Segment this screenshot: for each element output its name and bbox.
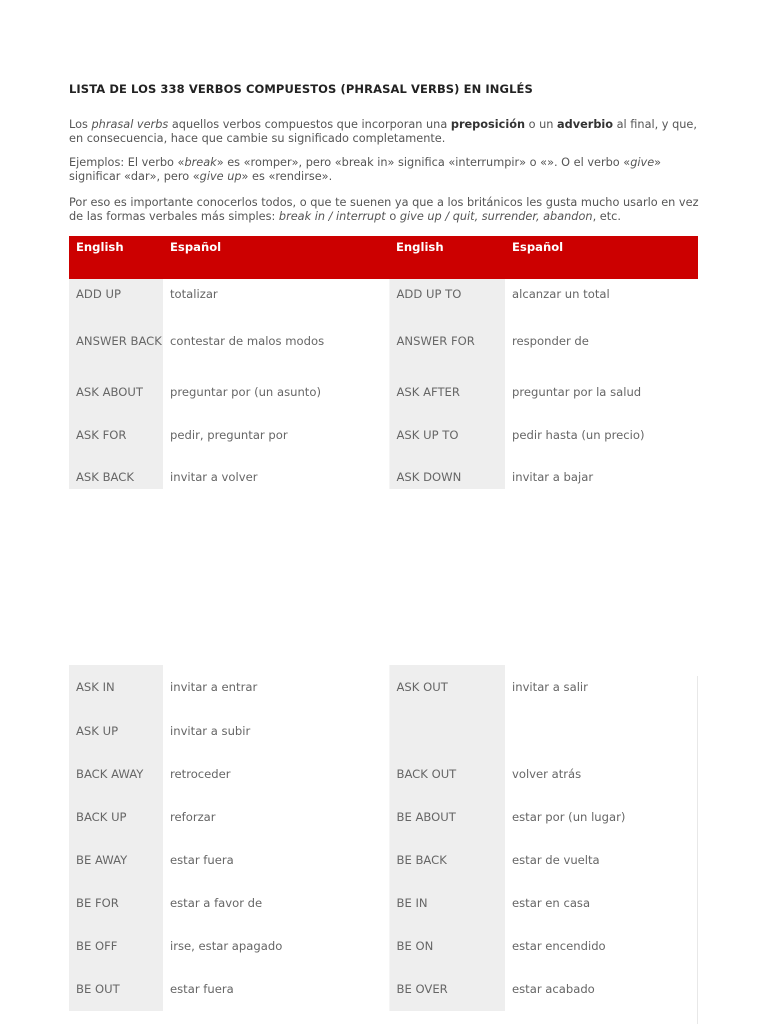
english-cell: BE FOR bbox=[69, 881, 163, 924]
english-cell: ASK BACK bbox=[69, 465, 163, 489]
english-cell: ANSWER FOR bbox=[389, 302, 505, 379]
english-cell: BACK AWAY bbox=[69, 752, 163, 795]
table-row bbox=[69, 838, 698, 881]
text-run: Los bbox=[69, 118, 92, 131]
english-cell: ANSWER BACK bbox=[69, 302, 163, 379]
spanish-cell: invitar a entrar bbox=[163, 665, 389, 709]
english-cell: BACK OUT bbox=[389, 752, 505, 795]
table-row bbox=[69, 279, 698, 302]
intro-paragraph-1 bbox=[69, 118, 709, 146]
english-cell: BE OVER bbox=[389, 967, 505, 1011]
text-run: preposición bbox=[450, 118, 525, 131]
spanish-cell: invitar a salir bbox=[505, 665, 698, 709]
text-run: break in / interrupt bbox=[278, 210, 386, 223]
english-cell: BE BACK bbox=[389, 838, 505, 881]
text-run: al final, y que, en consecuencia, hace que cambie su significado completamente. bbox=[69, 118, 697, 145]
header-english-2: English bbox=[389, 236, 505, 279]
spanish-cell: estar acabado bbox=[505, 967, 698, 1011]
table-row bbox=[69, 967, 698, 1011]
table-row bbox=[69, 405, 698, 465]
spanish-cell: invitar a volver bbox=[163, 465, 389, 489]
text-run: o un bbox=[525, 118, 558, 131]
spanish-cell: estar en casa bbox=[505, 881, 698, 924]
english-cell: BE AWAY bbox=[69, 838, 163, 881]
text-run: adverbio bbox=[557, 118, 614, 131]
table-header-row bbox=[69, 236, 698, 279]
table-row bbox=[69, 465, 698, 489]
english-cell: ASK OUT bbox=[389, 665, 505, 709]
table-row bbox=[69, 379, 698, 405]
header-english-1: English bbox=[69, 236, 163, 279]
intro-paragraph-2 bbox=[69, 156, 709, 184]
table-row bbox=[69, 665, 698, 709]
english-cell: ASK FOR bbox=[69, 405, 163, 465]
english-cell: BE ABOUT bbox=[389, 795, 505, 838]
table-row bbox=[69, 709, 698, 752]
spanish-cell: responder de bbox=[505, 302, 698, 379]
spanish-cell: estar por (un lugar) bbox=[505, 795, 698, 838]
english-cell: ADD UP TO bbox=[389, 279, 505, 302]
header-espanol-2: Español bbox=[505, 236, 698, 279]
intro-paragraph-3 bbox=[69, 196, 709, 224]
text-run: o bbox=[385, 210, 400, 223]
english-cell: ASK AFTER bbox=[389, 379, 505, 405]
spanish-cell: retroceder bbox=[163, 752, 389, 795]
spanish-cell: pedir, preguntar por bbox=[163, 405, 389, 465]
english-cell: ASK UP TO bbox=[389, 405, 505, 465]
text-run: give bbox=[630, 156, 655, 169]
document-title: LISTA DE LOS 338 VERBOS COMPUESTOS (PHRASAL VERBS) EN INGLÉS bbox=[69, 82, 533, 96]
spanish-cell: estar encendido bbox=[505, 924, 698, 967]
spanish-cell: reforzar bbox=[163, 795, 389, 838]
english-cell: ASK ABOUT bbox=[69, 379, 163, 405]
spanish-cell: totalizar bbox=[163, 279, 389, 302]
english-cell: ADD UP bbox=[69, 279, 163, 302]
text-run: » significar «dar», pero « bbox=[69, 156, 662, 183]
english-cell: BE IN bbox=[389, 881, 505, 924]
text-run: break bbox=[184, 156, 217, 169]
table-1-body bbox=[69, 279, 698, 489]
table-row bbox=[69, 302, 698, 379]
spanish-cell: invitar a bajar bbox=[505, 465, 698, 489]
english-cell bbox=[389, 709, 505, 752]
table-2-body bbox=[69, 665, 698, 1011]
spanish-cell: irse, estar apagado bbox=[163, 924, 389, 967]
table-row bbox=[69, 752, 698, 795]
english-cell: BE OFF bbox=[69, 924, 163, 967]
text-run: » es «rendirse». bbox=[241, 170, 333, 183]
header-espanol-1: Español bbox=[163, 236, 389, 279]
text-run: give up / quit, surrender, abandon bbox=[399, 210, 593, 223]
spanish-cell: invitar a subir bbox=[163, 709, 389, 752]
text-run: phrasal verbs bbox=[91, 118, 169, 131]
table-row bbox=[69, 795, 698, 838]
text-run: aquellos verbos compuestos que incorporan una bbox=[168, 118, 451, 131]
spanish-cell: estar fuera bbox=[163, 838, 389, 881]
table-row bbox=[69, 924, 698, 967]
spanish-cell: preguntar por (un asunto) bbox=[163, 379, 389, 405]
spanish-cell: preguntar por la salud bbox=[505, 379, 698, 405]
table-right-edge bbox=[697, 676, 698, 1024]
table-row bbox=[69, 881, 698, 924]
spanish-cell: alcanzar un total bbox=[505, 279, 698, 302]
english-cell: ASK UP bbox=[69, 709, 163, 752]
phrasal-verbs-table-1 bbox=[69, 236, 698, 489]
english-cell: BACK UP bbox=[69, 795, 163, 838]
text-run: » es «romper», pero «break in» significa «interrumpir» o «». O el verbo « bbox=[216, 156, 631, 169]
spanish-cell bbox=[505, 709, 698, 752]
spanish-cell: estar a favor de bbox=[163, 881, 389, 924]
spanish-cell: volver atrás bbox=[505, 752, 698, 795]
spanish-cell: estar de vuelta bbox=[505, 838, 698, 881]
text-run: , etc. bbox=[592, 210, 621, 223]
spanish-cell: contestar de malos modos bbox=[163, 302, 389, 379]
phrasal-verbs-table-2 bbox=[69, 665, 698, 1011]
english-cell: BE ON bbox=[389, 924, 505, 967]
spanish-cell: estar fuera bbox=[163, 967, 389, 1011]
spanish-cell: pedir hasta (un precio) bbox=[505, 405, 698, 465]
english-cell: BE OUT bbox=[69, 967, 163, 1011]
english-cell: ASK DOWN bbox=[389, 465, 505, 489]
english-cell: ASK IN bbox=[69, 665, 163, 709]
text-run: Por eso es importante conocerlos todos, o que te suenen ya que a los británicos les gusta mucho usarlo en vez de las formas verbales más simples: bbox=[69, 196, 699, 223]
text-run: give up bbox=[199, 170, 242, 183]
text-run: Ejemplos: El verbo « bbox=[69, 156, 185, 169]
